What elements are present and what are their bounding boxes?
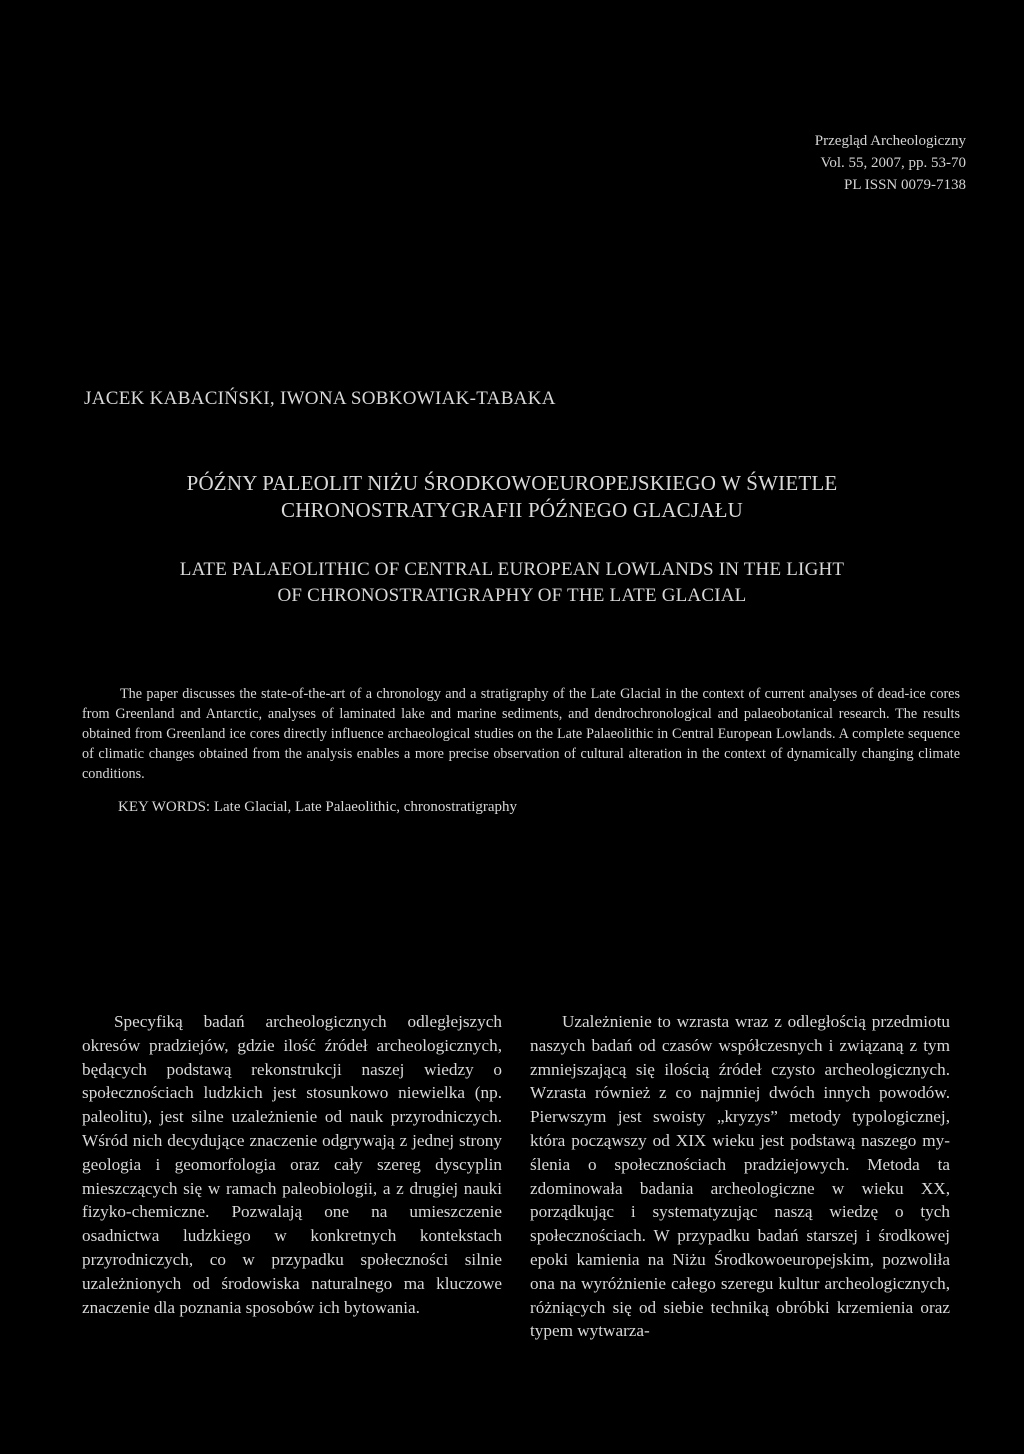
title-english-line2: OF CHRONOSTRATIGRAPHY OF THE LATE GLACIAL <box>277 585 747 606</box>
title-polish <box>0 470 1024 524</box>
body-column-left <box>82 1010 502 1319</box>
title-polish-line2: CHRONOSTRATYGRAFII PÓŹNEGO GLACJAŁU <box>280 498 744 522</box>
journal-name: Przegląd Archeologiczny <box>814 133 966 149</box>
title-polish-line1: PÓŹNY PALEOLIT NIŻU ŚRODKOWOEUROPEJSKIEGO W ŚWIETLE <box>186 471 838 495</box>
authors: JACEK KABACIŃSKI, IWONA SOBKOWIAK-TABAKA <box>84 388 556 409</box>
journal-issn: PL ISSN 0079-7138 <box>844 177 966 193</box>
body-paragraph-left: Specyfiką badań archeologicznych odległejszych okresów pradziejów, gdzie ilość źródeł archeologicznych, będących podstawą rekonstrukcji naszej wiedzy o społecznościach ludzkich jest stosunkowo niewielka (np. paleolitu), jest silne uzależnienie od nauk przyrodniczych. Wśród nich decydujące znaczenie odgrywają z jednej strony geologia i geomorfologia oraz cały szereg dyscyplin mieszczących się w ramach paleobiologii, a z drugiej nauki fizyko-chemiczne. Pozwalają one na umieszczenie osadnictwa ludzkiego w konkretnych kontekstach przyrodniczych, co w przypadku społeczności silnie uzależnionych od środowiska naturalnego ma kluczowe znaczenie dla poznania sposobów ich bytowania. <box>82 1012 502 1317</box>
abstract <box>82 684 960 784</box>
title-english <box>0 557 1024 609</box>
journal-volume: Vol. 55, 2007, pp. 53-70 <box>820 155 966 171</box>
body-column-right <box>530 1010 950 1343</box>
journal-info <box>815 130 966 196</box>
keywords: KEY WORDS: Late Glacial, Late Palaeolithic, chronostratigraphy <box>118 799 518 815</box>
title-english-line1: LATE PALAEOLITHIC OF CENTRAL EUROPEAN LOWLANDS IN THE LIGHT <box>179 559 845 580</box>
abstract-text: The paper discusses the state-of-the-art of a chronology and a stratigraphy of the Late Glacial in the context of current analyses of dead-ice cores from Greenland and Antarctic, analyses of laminated lake and marine sediments, and dendrochronological and palaeobotanical research. The results obtained from Greenland ice cores directly influence archaeological studies on the Late Palaeolithic in Central European Lowlands. A complete sequence of climatic changes obtained from the analysis enables a more precise observation of cultural alteration in the context of dynamically changing climate conditions. <box>82 686 960 782</box>
body-paragraph-right: Uzależnienie to wzrasta wraz z odległością przedmiotu naszych badań od czasów współczesnych i związaną z tym zmniejszającą się ilością źródeł czysto archeologicznych. Wzrasta również z co najmniej dwóch innych powodów. Pierwszym jest swoisty „kryzys” metody typologicznej, która począwszy od XIX wieku jest podstawą naszego myślenia o społecznościach pradziejowych. Metoda ta zdominowała badania archeologiczne w wieku XX, porządkując i systematyzując naszą wiedzę o tych społecznościach. W przypadku badań starszej i środkowej epoki kamienia na Niżu Środkowoeuropejskim, pozwoliła ona na wyróżnienie całego szeregu kultur archeologicznych, różniących się od siebie techniką obróbki krzemienia oraz typem wytwarza- <box>530 1012 950 1341</box>
